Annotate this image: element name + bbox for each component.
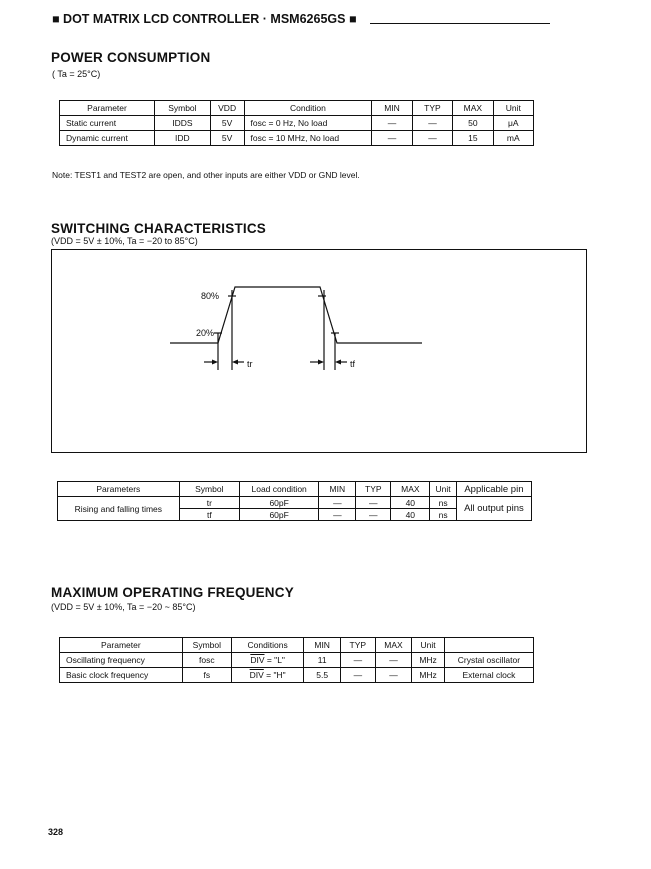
table-cell: ns (430, 509, 456, 521)
table-cell: tr (179, 497, 239, 509)
table-cell: Static current (60, 116, 155, 131)
table-cell: 60pF (239, 509, 318, 521)
col-header: TYP (341, 638, 376, 653)
col-header: Condition (244, 101, 372, 116)
table-cell: — (375, 668, 412, 683)
arrow-head (212, 360, 218, 365)
table-cell: 40 (391, 509, 430, 521)
col-header: Unit (430, 482, 456, 497)
col-header: VDD (210, 101, 244, 116)
col-header: Symbol (179, 482, 239, 497)
col-header: TYP (412, 101, 452, 116)
timing-diagram (52, 250, 586, 452)
col-header: Load condition (239, 482, 318, 497)
table-cell: — (412, 116, 452, 131)
table-cell: All output pins (456, 497, 531, 521)
col-header: MIN (304, 638, 341, 653)
col-header: MAX (453, 101, 493, 116)
diagram-labels (196, 291, 356, 369)
table-cell: 50 (453, 116, 493, 131)
div-level: = "L" (264, 655, 285, 665)
table-cell: — (372, 116, 412, 131)
table-cell: — (341, 668, 376, 683)
table-header-row (60, 101, 534, 116)
table-cell: mA (493, 131, 533, 146)
table-row (58, 497, 532, 509)
table-cell: ns (430, 497, 456, 509)
col-header: MIN (372, 101, 412, 116)
table-cell: Dynamic current (60, 131, 155, 146)
table-cell: IDD (155, 131, 211, 146)
maxfreq-table (59, 637, 534, 683)
table-cell: External clock (444, 668, 533, 683)
col-header: Parameter (60, 638, 183, 653)
header-bullet: ■ (52, 12, 60, 26)
table-cell: fosc = 0 Hz, No load (244, 116, 372, 131)
table-cell: Rising and falling times (58, 497, 180, 521)
table-cell: 11 (304, 653, 341, 668)
table-cell: 40 (391, 497, 430, 509)
table-row (60, 116, 534, 131)
label-tf: tf (350, 359, 356, 369)
table-cell: — (375, 653, 412, 668)
table-header-row (58, 482, 532, 497)
col-header: Symbol (182, 638, 231, 653)
table-cell: IDDS (155, 116, 211, 131)
table-row (60, 668, 534, 683)
table-cell: 15 (453, 131, 493, 146)
header-bullet-end: ■ (348, 12, 357, 26)
label-tr: tr (247, 359, 253, 369)
power-condition: ( Ta = 25°C) (52, 69, 101, 79)
maxfreq-condition: (VDD = 5V ± 10%, Ta = −20 ~ 85°C) (51, 602, 196, 612)
table-cell: μA (493, 116, 533, 131)
page-number: 328 (48, 827, 64, 837)
table-cell: — (412, 131, 452, 146)
col-header: Parameter (60, 101, 155, 116)
table-cell: — (319, 509, 356, 521)
arrow-head (335, 360, 341, 365)
col-header: Parameters (58, 482, 180, 497)
arrow-head (232, 360, 238, 365)
table-row (60, 131, 534, 146)
col-header: TYP (356, 482, 391, 497)
col-header: MAX (375, 638, 412, 653)
header-title: DOT MATRIX LCD CONTROLLER · MSM6265GS (63, 12, 346, 26)
table-cell: 5V (210, 131, 244, 146)
table-cell: tf (179, 509, 239, 521)
col-header (444, 638, 533, 653)
col-header: Symbol (155, 101, 211, 116)
col-header: MAX (391, 482, 430, 497)
header-rule (370, 23, 550, 24)
col-header: Unit (493, 101, 533, 116)
label-80-percent: 80% (201, 291, 220, 301)
col-header: MIN (319, 482, 356, 497)
table-cell (231, 653, 303, 668)
table-cell: MHz (412, 668, 445, 683)
switching-condition: (VDD = 5V ± 10%, Ta = −20 to 85°C) (51, 236, 198, 246)
power-note: Note: TEST1 and TEST2 are open, and other inputs are either VDD or GND level. (52, 170, 360, 180)
table-cell: — (372, 131, 412, 146)
power-title: POWER CONSUMPTION (51, 50, 211, 65)
table-cell: fosc (182, 653, 231, 668)
table-cell: Basic clock frequency (60, 668, 183, 683)
div-level: = "H" (263, 670, 286, 680)
arrow-head (318, 360, 324, 365)
table-cell: 60pF (239, 497, 318, 509)
table-cell: — (356, 509, 391, 521)
col-header: Applicable pin (456, 482, 531, 497)
table-row (60, 653, 534, 668)
table-cell: — (319, 497, 356, 509)
table-cell: MHz (412, 653, 445, 668)
table-cell: 5.5 (304, 668, 341, 683)
div-signal: $\overline{DIV}$ (249, 670, 264, 680)
table-cell: Oscillating frequency (60, 653, 183, 668)
col-header: Unit (412, 638, 445, 653)
div-signal: $\overline{DIV}$ (250, 655, 265, 665)
table-cell: 5V (210, 116, 244, 131)
label-20-percent: 20% (196, 328, 215, 338)
timing-diagram-frame (51, 249, 587, 453)
table-cell: Crystal oscillator (444, 653, 533, 668)
maxfreq-title: MAXIMUM OPERATING FREQUENCY (51, 585, 294, 600)
table-cell: fs (182, 668, 231, 683)
table-header-row (60, 638, 534, 653)
power-table (59, 100, 534, 146)
col-header: Conditions (231, 638, 303, 653)
page-header (52, 12, 357, 26)
table-cell: — (356, 497, 391, 509)
switching-title: SWITCHING CHARACTERISTICS (51, 221, 266, 236)
table-cell: — (341, 653, 376, 668)
switching-table (57, 481, 532, 521)
arrow-heads (212, 360, 341, 365)
table-cell: fosc = 10 MHz, No load (244, 131, 372, 146)
table-cell (231, 668, 303, 683)
